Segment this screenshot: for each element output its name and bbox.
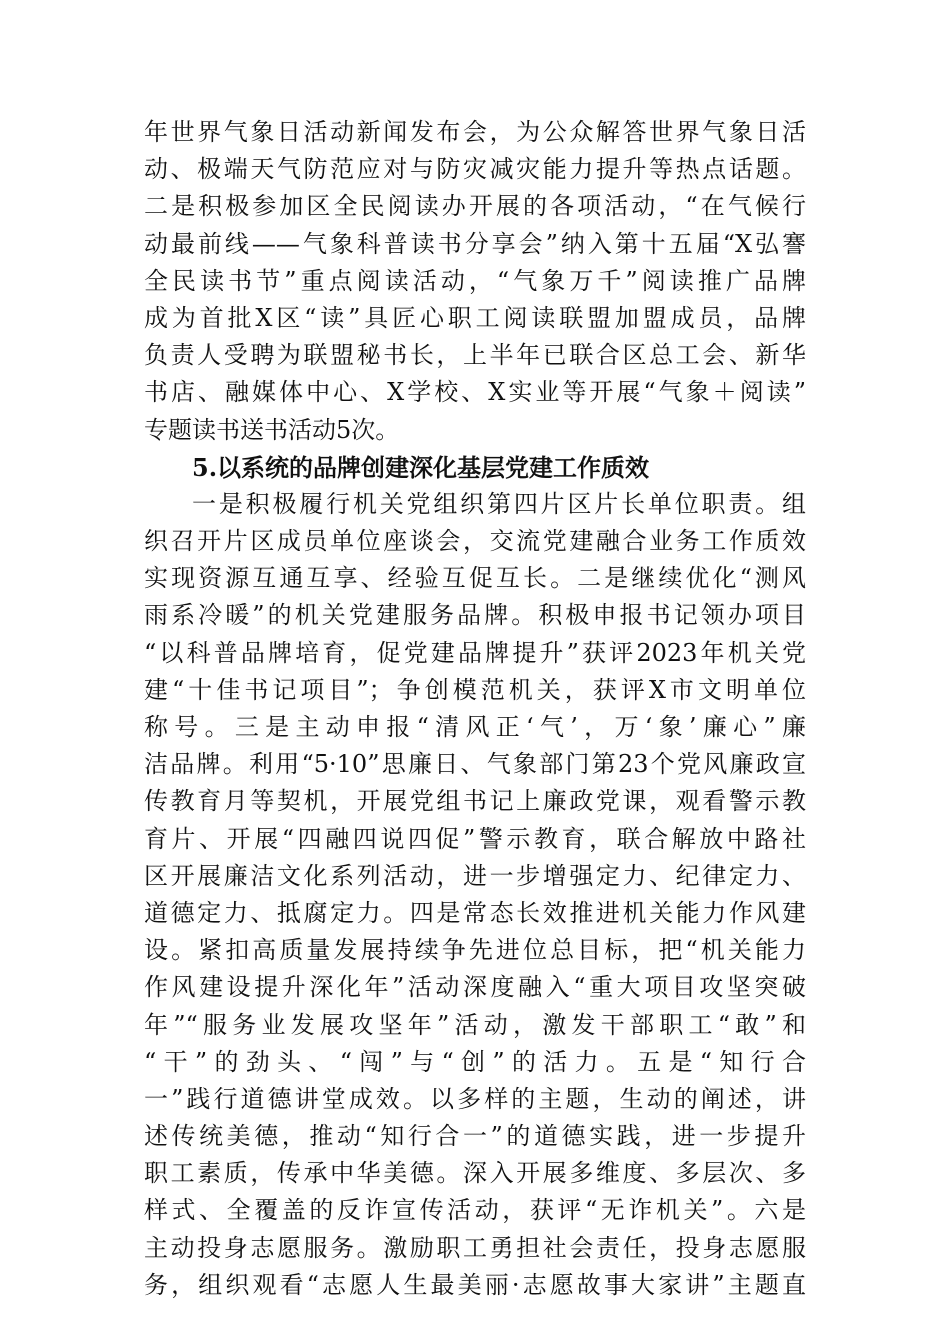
text-line: 年世界气象日活动新闻发布会，为公众解答世界气象日活 (144, 118, 806, 146)
text-line: 区开展廉洁文化系列活动，进一步增强定力、纪律定力、 (144, 861, 806, 890)
text-line: 务，组织观看“志愿人生最美丽·志愿故事大家讲”主题直 (144, 1270, 806, 1299)
text-line: 样式、全覆盖的反诈宣传活动，获评“无诈机关”。六是 (144, 1196, 806, 1225)
text-line: 述传统美德，推动“知行合一”的道德实践，进一步提升 (144, 1122, 806, 1151)
text-line: 育片、开展“四融四说四促”警示教育，联合解放中路社 (144, 824, 806, 853)
text-line: 一”践行道德讲堂成效。以多样的主题，生动的阐述，讲 (144, 1084, 806, 1113)
text-line: “干”的劲头、“闯”与“创”的活力。五是“知行合 (144, 1047, 806, 1076)
text-line: 作风建设提升深化年”活动深度融入“重大项目攻坚突破 (144, 973, 806, 1002)
text-line: 负责人受聘为联盟秘书长，上半年已联合区总工会、新华 (144, 341, 806, 370)
text-line: 成为首批X区“读”具匠心职工阅读联盟加盟成员，品牌 (144, 303, 806, 332)
text-line: 实现资源互通互享、经验互促互长。二是继续优化“测风 (144, 564, 806, 593)
section-heading: 5.以系统的品牌创建深化基层党建工作质效 (192, 452, 650, 482)
text-line: 道德定力、抵腐定力。四是常态长效推进机关能力作风建 (144, 898, 806, 927)
text-line: 全民读书节”重点阅读活动，“气象万千”阅读推广品牌 (144, 266, 806, 295)
text-line: 洁品牌。利用“5·10”思廉日、气象部门第23个党风廉政宣 (144, 750, 806, 779)
text-line: 织召开片区成员单位座谈会，交流党建融合业务工作质效 (144, 527, 806, 556)
paragraph-2 (144, 486, 806, 1304)
text-line: 主动投身志愿服务。激励职工勇担社会责任，投身志愿服 (144, 1233, 806, 1262)
text-line: 称号。三是主动申报“清风正‘气’，万‘象’廉心”廉 (144, 713, 806, 741)
text-line: 专题读书送书活动5次。 (144, 415, 400, 444)
text-line: 动、极端天气防范应对与防灾减灾能力提升等热点话题。 (144, 155, 806, 184)
text-line: 设。紧扣高质量发展持续争先进位总目标，把“机关能力 (144, 936, 806, 965)
text-line: 一是积极履行机关党组织第四片区片长单位职责。组 (192, 489, 806, 518)
paragraph-1 (144, 114, 806, 449)
text-line: 书店、融媒体中心、X学校、X实业等开展“气象＋阅读” (144, 378, 806, 407)
text-line: 二是积极参加区全民阅读办开展的各项活动，“在气候行 (144, 192, 806, 221)
document-body (144, 114, 806, 1304)
text-line: 职工素质，传承中华美德。深入开展多维度、多层次、多 (144, 1159, 806, 1188)
text-line: 传教育月等契机，开展党组书记上廉政党课，观看警示教 (144, 787, 806, 816)
text-line: 年”“服务业发展攻坚年”活动，激发干部职工“敢”和 (144, 1010, 806, 1039)
text-line: “以科普品牌培育，促党建品牌提升”获评2023年机关党 (144, 638, 806, 667)
text-line: 动最前线——气象科普读书分享会”纳入第十五届“X弘謇 (144, 229, 806, 258)
text-line: 雨系冷暖”的机关党建服务品牌。积极申报书记领办项目 (144, 601, 806, 630)
text-line: 建“十佳书记项目”；争创模范机关，获评X市文明单位 (144, 675, 806, 704)
